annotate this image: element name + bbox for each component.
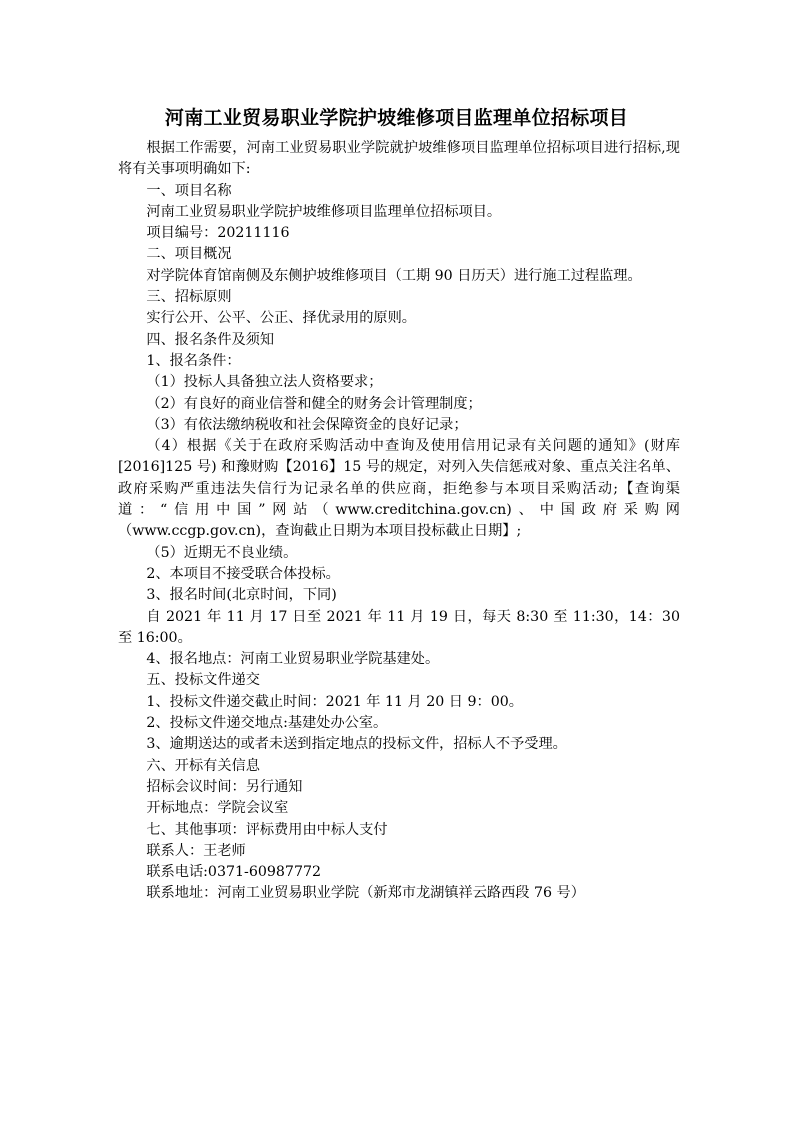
registration-time-heading: 3、报名时间(北京时间，下同)	[146, 587, 337, 604]
intro-paragraph: 根据工作需要，河南工业贸易职业学院就护坡维修项目监理单位招标项目进行招标,现将有关事项明确如下:	[118, 140, 680, 178]
condition-4: （4）根据《关于在政府采购活动中查询及使用信用记录有关问题的通知》(财库[2016]125 号) 和豫财购【2016】15 号的规定，对列入失信惩戒对象、重点关注名单、政府采购严重违法失信行为记录名单的供应商，拒绝参与本项目采购活动;【查询渠道：“信用中国”网站（www.creditchina.gov.cn)、中国政府采购网（www.ccgp.gov.cn)，查询截止日期为本项目投标截止日期】;	[118, 438, 680, 540]
section-3-heading: 三、招标原则	[146, 289, 232, 306]
registration-conditions-heading: 1、报名条件：	[146, 352, 241, 369]
late-submission-note: 3、逾期送达的或者未送到指定地点的投标文件，招标人不予受理。	[146, 736, 567, 753]
document-body	[118, 138, 680, 905]
bid-meeting-time: 招标会议时间：另行通知	[146, 778, 303, 795]
submission-location: 2、投标文件递交地点:基建处办公室。	[146, 715, 388, 732]
contact-phone: 联系电话:0371-60987772	[146, 864, 322, 881]
section-1-heading: 一、项目名称	[146, 182, 232, 199]
no-consortium-note: 2、本项目不接受联合体投标。	[146, 565, 340, 582]
condition-2: （2）有良好的商业信誉和健全的财务会计管理制度；	[146, 395, 482, 412]
condition-5: （5）近期无不良业绩。	[146, 544, 298, 561]
bid-opening-location: 开标地点：学院会议室	[146, 800, 289, 817]
section-2-heading: 二、项目概况	[146, 246, 232, 263]
section-5-heading: 五、投标文件递交	[146, 672, 260, 689]
registration-time: 自 2021 年 11 月 17 日至 2021 年 11 月 19 日，每天 8:30 至 11:30，14：30 至 16:00。	[118, 608, 680, 646]
contact-address: 联系地址：河南工业贸易职业学院（新郑市龙湖镇祥云路西段 76 号）	[146, 885, 585, 902]
section-7-heading: 七、其他事项：评标费用由中标人支付	[146, 821, 388, 838]
project-number: 项目编号：20211116	[146, 225, 290, 242]
contact-person: 联系人：王老师	[146, 842, 246, 859]
project-name: 河南工业贸易职业学院护坡维修项目监理单位招标项目。	[146, 203, 502, 220]
submission-deadline: 1、投标文件递交截止时间：2021 年 11 月 20 日 9：00。	[146, 693, 523, 710]
section-4-heading: 四、报名条件及须知	[146, 331, 275, 348]
condition-3: （3）有依法缴纳税收和社会保障资金的良好记录；	[146, 416, 468, 433]
registration-location: 4、报名地点：河南工业贸易职业学院基建处。	[146, 651, 440, 668]
bidding-principle: 实行公开、公平、公正、择优录用的原则。	[146, 310, 416, 327]
project-overview: 对学院体育馆南侧及东侧护坡维修项目（工期 90 日历天）进行施工过程监理。	[146, 267, 642, 284]
document-title: 河南工业贸易职业学院护坡维修项目监理单位招标项目	[164, 107, 629, 129]
condition-1: （1）投标人具备独立法人资格要求；	[146, 374, 383, 391]
section-6-heading: 六、开标有关信息	[146, 757, 260, 774]
